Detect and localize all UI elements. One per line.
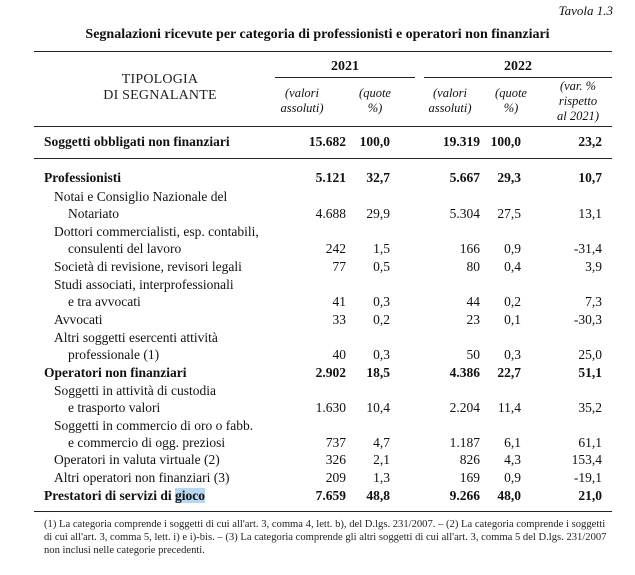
- var-percent-cell: 25,0: [578, 347, 602, 362]
- row-label-line: Soggetti obbligati non finanziari: [44, 134, 230, 149]
- row-label: [44, 364, 187, 381]
- row-label-line: e trasporto valori: [68, 400, 161, 415]
- valori-2022-cell: 50: [466, 347, 480, 362]
- row-label-line: Altri soggetti esercenti attività: [54, 330, 218, 345]
- var-percent-cell: 7,3: [585, 294, 602, 309]
- row-label-line: Notariato: [68, 206, 119, 221]
- valori-2021-cell: 4.688: [315, 206, 346, 221]
- valori-2021-cell: 1.630: [315, 400, 346, 415]
- row-label-line: Soggetti in commercio di oro o fabb.: [54, 418, 254, 433]
- row-label: [54, 311, 102, 328]
- quote-2021-header: [350, 86, 400, 116]
- header-bottom-rule: [34, 126, 612, 127]
- valori-2022-cell: 1.187: [449, 435, 480, 450]
- valori-2021-cell: 209: [325, 470, 346, 485]
- valori-assoluti-2021-header: [272, 86, 332, 116]
- row-label-line: consulenti del lavoro: [68, 241, 182, 256]
- row-label: [54, 223, 259, 257]
- row-label: [54, 382, 216, 416]
- var-percent-cell: 153,4: [571, 452, 602, 467]
- tipologia-line-2: DI SEGNALANTE: [103, 88, 217, 103]
- row-label-part: Prestatori di servizi di: [44, 488, 175, 503]
- row-label-line: e commercio di ogg. preziosi: [68, 435, 226, 450]
- year-rule-2021: [275, 77, 415, 78]
- var-percent-cell: 3,9: [585, 259, 602, 274]
- valori-header-l2: assoluti): [280, 101, 324, 115]
- valori-header-l2: assoluti): [428, 101, 472, 115]
- valori-2022-cell: 5.304: [449, 206, 480, 221]
- year-2022: 2022: [504, 59, 532, 74]
- valori-2021-cell: 326: [325, 452, 346, 467]
- row-label: [44, 169, 121, 186]
- row-label: [44, 487, 205, 504]
- quote-2022-cell: 0,2: [504, 294, 521, 309]
- highlighted-word: gioco: [174, 488, 205, 503]
- valori-header-l1: (valori: [432, 86, 468, 100]
- var-percent-cell: -19,1: [573, 470, 602, 485]
- quote-2022-cell: 0,3: [504, 347, 521, 362]
- valori-2021-cell: 737: [325, 435, 346, 450]
- row-label-line: Società di revisione, revisori legali: [54, 259, 242, 274]
- row-label: [54, 329, 218, 363]
- row-label: [54, 258, 242, 275]
- total-bottom-rule: [34, 158, 612, 159]
- quote-2021-cell: 2,1: [373, 452, 390, 467]
- valori-2022-cell: 5.667: [449, 170, 480, 185]
- valori-2021-cell: 33: [332, 312, 346, 327]
- valori-2022-cell: 80: [466, 259, 480, 274]
- var-percent-cell: -31,4: [573, 241, 602, 256]
- quote-2022-cell: 11,4: [497, 400, 521, 415]
- valori-2021-cell: 7.659: [315, 488, 346, 503]
- tipologia-heading: [80, 72, 240, 104]
- valori-assoluti-2022-header: [420, 86, 480, 116]
- quote-2021-cell: 1,5: [373, 241, 390, 256]
- table-bottom-rule: [34, 511, 612, 512]
- var-percent-cell: 13,1: [578, 206, 602, 221]
- row-label: [54, 451, 220, 468]
- valori-2021-cell: 77: [332, 259, 346, 274]
- quote-2021-cell: 100,0: [359, 134, 390, 149]
- top-rule: [34, 51, 612, 52]
- row-label-line: Altri operatori non finanziari (3): [54, 470, 230, 485]
- valori-2022-cell: 9.266: [449, 488, 480, 503]
- valori-2022-cell: 4.386: [449, 365, 480, 380]
- quote-2021-cell: 4,7: [373, 435, 390, 450]
- row-label-line: Operatori non finanziari: [44, 365, 187, 380]
- tipologia-line-1: TIPOLOGIA: [121, 72, 199, 87]
- valori-2022-cell: 23: [466, 312, 480, 327]
- valori-2022-cell: 166: [459, 241, 480, 256]
- row-label-line: Professionisti: [44, 170, 121, 185]
- quote-2022-cell: 0,4: [504, 259, 521, 274]
- valori-2021-cell: 5.121: [315, 170, 346, 185]
- row-label: [54, 188, 227, 222]
- footnotes: (1) La categoria comprende i soggetti di cui all'art. 3, comma 4, lett. b), del D.lgs. 231/2007. – (2) La categoria comprende i soggetti di cui all'art. 3, comma 5, lett. i) e i)-bis. – (3) La categoria comprende gli altri soggetti di cui all'art. 3, comma 5 del D.lgs. 231/2007 non inclusi nelle categorie precedenti.: [44, 519, 607, 556]
- year-rule-2022: [424, 77, 612, 78]
- valori-2021-cell: 41: [332, 294, 346, 309]
- quote-2021-cell: 32,7: [366, 170, 390, 185]
- quote-2022-cell: 4,3: [504, 452, 521, 467]
- valori-2021-cell: 15.682: [308, 134, 346, 149]
- row-label: [54, 469, 229, 486]
- var-percent-cell: 23,2: [578, 134, 602, 149]
- quote-header-l1: (quote: [495, 86, 527, 100]
- quote-2022-header: [486, 86, 536, 116]
- quote-2021-cell: 0,2: [373, 312, 390, 327]
- valori-2022-cell: 2.204: [449, 400, 480, 415]
- quote-header-l2: %): [503, 101, 519, 115]
- row-label-line: Dottori commercialisti, esp. contabili,: [54, 224, 259, 239]
- quote-2022-cell: 0,9: [504, 470, 521, 485]
- quote-2022-cell: 6,1: [504, 435, 521, 450]
- quote-2021-cell: 1,3: [373, 470, 390, 485]
- row-label-line: Studi associati, interprofessionali: [54, 277, 234, 292]
- valori-2021-cell: 242: [325, 241, 346, 256]
- row-label-line: Operatori in valuta virtuale (2): [54, 452, 220, 467]
- valori-2022-cell: 169: [459, 470, 480, 485]
- row-label-line: [44, 487, 205, 504]
- table-number: Tavola 1.3: [558, 3, 613, 18]
- valori-2022-cell: 826: [459, 452, 480, 467]
- quote-header-l1: (quote: [359, 86, 391, 100]
- var-percent-cell: 35,2: [578, 400, 602, 415]
- quote-2021-cell: 29,9: [366, 206, 390, 221]
- var-percent-cell: 61,1: [578, 435, 602, 450]
- valori-2022-cell: 19.319: [442, 134, 480, 149]
- row-label-line: Avvocati: [54, 312, 103, 327]
- quote-2021-cell: 0,5: [373, 259, 390, 274]
- quote-2021-cell: 10,4: [366, 400, 390, 415]
- var-header-l3: al 2021): [556, 109, 599, 123]
- var-header-l1: (var. %: [559, 79, 597, 93]
- quote-2021-cell: 0,3: [373, 294, 390, 309]
- row-label-line: Soggetti in attività di custodia: [54, 383, 216, 398]
- quote-header-l2: %): [367, 101, 383, 115]
- var-percent-cell: 21,0: [578, 488, 602, 503]
- quote-2022-cell: 22,7: [497, 365, 521, 380]
- quote-2022-cell: 0,1: [504, 312, 521, 327]
- valori-header-l1: (valori: [284, 86, 320, 100]
- row-label-line: professionale (1): [68, 347, 160, 362]
- row-label: [44, 133, 230, 150]
- row-label-line: e tra avvocati: [68, 294, 141, 309]
- var-percent-cell: -30,3: [573, 312, 602, 327]
- table-title: Segnalazioni ricevute per categoria di professionisti e operatori non finanziari: [85, 27, 550, 42]
- row-label-line: Notai e Consiglio Nazionale del: [54, 189, 228, 204]
- year-2021: 2021: [331, 59, 359, 74]
- quote-2022-cell: 27,5: [497, 206, 521, 221]
- valori-2022-cell: 44: [466, 294, 480, 309]
- var-percent-header: [546, 79, 610, 124]
- var-percent-cell: 10,7: [578, 170, 602, 185]
- quote-2022-cell: 48,0: [497, 488, 521, 503]
- valori-2021-cell: 2.902: [315, 365, 346, 380]
- var-percent-cell: 51,1: [578, 365, 602, 380]
- quote-2021-cell: 48,8: [366, 488, 390, 503]
- row-label: [54, 417, 253, 451]
- valori-2021-cell: 40: [332, 347, 346, 362]
- quote-2022-cell: 29,3: [497, 170, 521, 185]
- quote-2022-cell: 100,0: [490, 134, 521, 149]
- quote-2021-cell: 18,5: [366, 365, 390, 380]
- quote-2022-cell: 0,9: [504, 241, 521, 256]
- var-header-l2: rispetto: [558, 94, 598, 108]
- quote-2021-cell: 0,3: [373, 347, 390, 362]
- row-label: [54, 276, 234, 310]
